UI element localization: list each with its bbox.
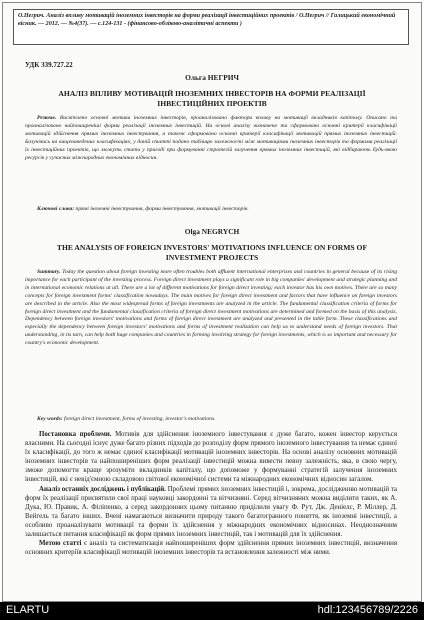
citation-header — [13, 9, 409, 45]
paragraph-lead: Постановка проблеми. — [39, 431, 112, 438]
keywords-en — [25, 416, 397, 424]
keywords-ua — [25, 206, 397, 214]
keywords-text-ua: прямі іноземні інвестування, форми інвестування, мотивації інвесторів. — [75, 206, 249, 212]
paragraph-lead: Аналіз останніх досліджень і публікацій. — [39, 485, 166, 493]
abstract-label-en: Summary. — [37, 269, 61, 275]
body-paragraph — [25, 430, 397, 485]
article-body — [25, 430, 397, 557]
body-paragraph — [25, 485, 397, 540]
abstract-ua — [25, 115, 397, 162]
paragraph-text: Мотивів для здійснення іноземного інвестування є дуже багато, кожен інвестор керується власними. На сьогодні існує дуже багато різних підходів до розподілу форм прямого іноземного інвестування та немає єдиної їх класифікації, до того ж немає єдиної класифікації мотивацій іноземних інвесторів. На основі аналізу основних мотивацій іноземних інвесторів та найпоширеніших форм реалізації інвестицій можна вивести певну залежність, яка, в свою чергу, зможе допомогти краще зрозуміти вкладників капіталу, що допоможе у формуванні стратегій залучення іноземних інвестицій, які є невід'ємною складовою світової економічної системи та міжнародних економічних відносин загалом. — [25, 431, 398, 484]
abstract-label-ua: Резюме. — [37, 115, 57, 121]
keywords-label-en: Key words: — [37, 416, 63, 422]
paragraph-lead: Метою статті — [39, 540, 82, 548]
repository-name: ELARTU — [6, 604, 50, 616]
repository-footer — [0, 602, 424, 620]
article-title-ua: АНАЛІЗ ВПЛИВУ МОТИВАЦІЙ ІНОЗЕМНИХ ІНВЕСТОРІВ НА ФОРМИ РЕАЛІЗАЦІЇ ІНВЕСТИЦІЙНИХ ПРОЕКТІВ — [58, 89, 366, 108]
body-paragraph — [25, 539, 397, 557]
paragraph-text: Проблемі прямих іноземних інвестицій і, зокрема, дослідженню мотивацій та форм їх реалізації присвятили свої праці науковці закордонні та вітчизняні. Серед вітчизняних можна виділити таких, як А. Дука, Ю. Правик, А. Філіпенко, а серед закордонних цьому питанню приділили увагу Ф. Рут, Дж. Деніелс, Р. Міллер, Д. Вейгель та багато інших. Вчені намагаються визначити природу такого багатогранного поняття, як іноземні інвестиції, а особливо проаналізувати мотивації та форми їх здійснення у міжнародних економічних відносинах. Неоднозначним залишається питання класифікації як форм прямих іноземних інвестицій, так і мотивацій для їх здійснення. — [25, 485, 397, 539]
handle-id: hdl:123456789/2226 — [317, 604, 418, 616]
paragraph-text: є аналіз та систематизація найпоширеніших форм здійснення прямих іноземних інвестицій, визначення основних критеріїв класифікації мотивацій іноземних інвесторів та встановлення залежності між ними. — [25, 540, 397, 557]
udk-code: УДК 339.727.22 — [25, 61, 73, 69]
citation-text: О.Негрич. Аналіз впливу мотивацій іноземних інвесторів на форми реалізації інвестиційних проектів / О.Негрич // Галицький економічний вісник. — 2012. — №4(37). — с.124-131 - (фінансово-обліково-аналітичні аспекти ) — [18, 13, 396, 27]
abstract-text-ua: Висвітлено основні мотиви іноземних інвесторів, проаналізовано фактори впливу на мотивації вкладників капіталу. Описано та проаналізовано найпоширеніші форми реалізації іноземних інвестицій. На основі аналізу визначено та сформовано основні критерії класифікації мотивацій здійснення прямих іноземних інвестування, а також сформовано основні критерії класифікації мотивацій прямих іноземних інвестицій. Базуючись на вищенаведених класифікаціях, у даній статті подано таблицю залежності між мотиваціями іноземних інвесторів та формами реалізації їх інвестиційних проектів, що можуть стати у пригоді при формуванні стратегій залучення прямих іноземних інвестицій, які відбирають будь-якою ресурсів у сучасних міжнародних економічних відносин. — [25, 115, 397, 161]
keywords-text-en: foreign direct investment, forms of investing, investor's motivations. — [64, 416, 216, 422]
abstract-text-en: Today the question about foreign investing more often troubles both affluent international enterprises and countries in general because of its rising importance for each participant of the investing process. Foreign direct investment plays a significant role in big companies' development and strategic planning and in international economic relations at all. There are a lot of different motivations for foreign direct investing; each investor has his own motives. There are so many concepts for foreign investment forms' classification nowadays. The main motives for foreign direct investment and factors that have influence on foreign investors are described in the article. Also the most widespread forms of foreign investments are analyzed in the article. The fundamental classification criteria of forms for foreign direct investment and the fundamental classification criteria of foreign direct investment motivations are determined and formed on the basis of this analysis. Dependency between foreign investors' motivations and forms of foreign direct investment are analyzed and presented in the table form. These classifications and especially the dependency between foreign investors' motivations and forms of investment realization can help us to understand needs of foreign investors. That understanding, in its turn, can help both huge companies and countries in forming involving strategy for foreign investments, which is so important and necessary for country's economic development. — [25, 269, 397, 347]
abstract-en — [25, 269, 397, 348]
author-name-ua: Ольга НЕГРИЧ — [185, 73, 239, 82]
keywords-label-ua: Ключові слова: — [37, 206, 75, 212]
author-name-en: Olga NEGRYCH — [184, 227, 240, 236]
paper-page — [2, 2, 422, 602]
article-title-en: THE ANALYSIS OF FOREIGN INVESTORS' MOTIVATIONS INFLUENCE ON FORMS OF INVESTMENT PROJECTS — [56, 243, 368, 262]
